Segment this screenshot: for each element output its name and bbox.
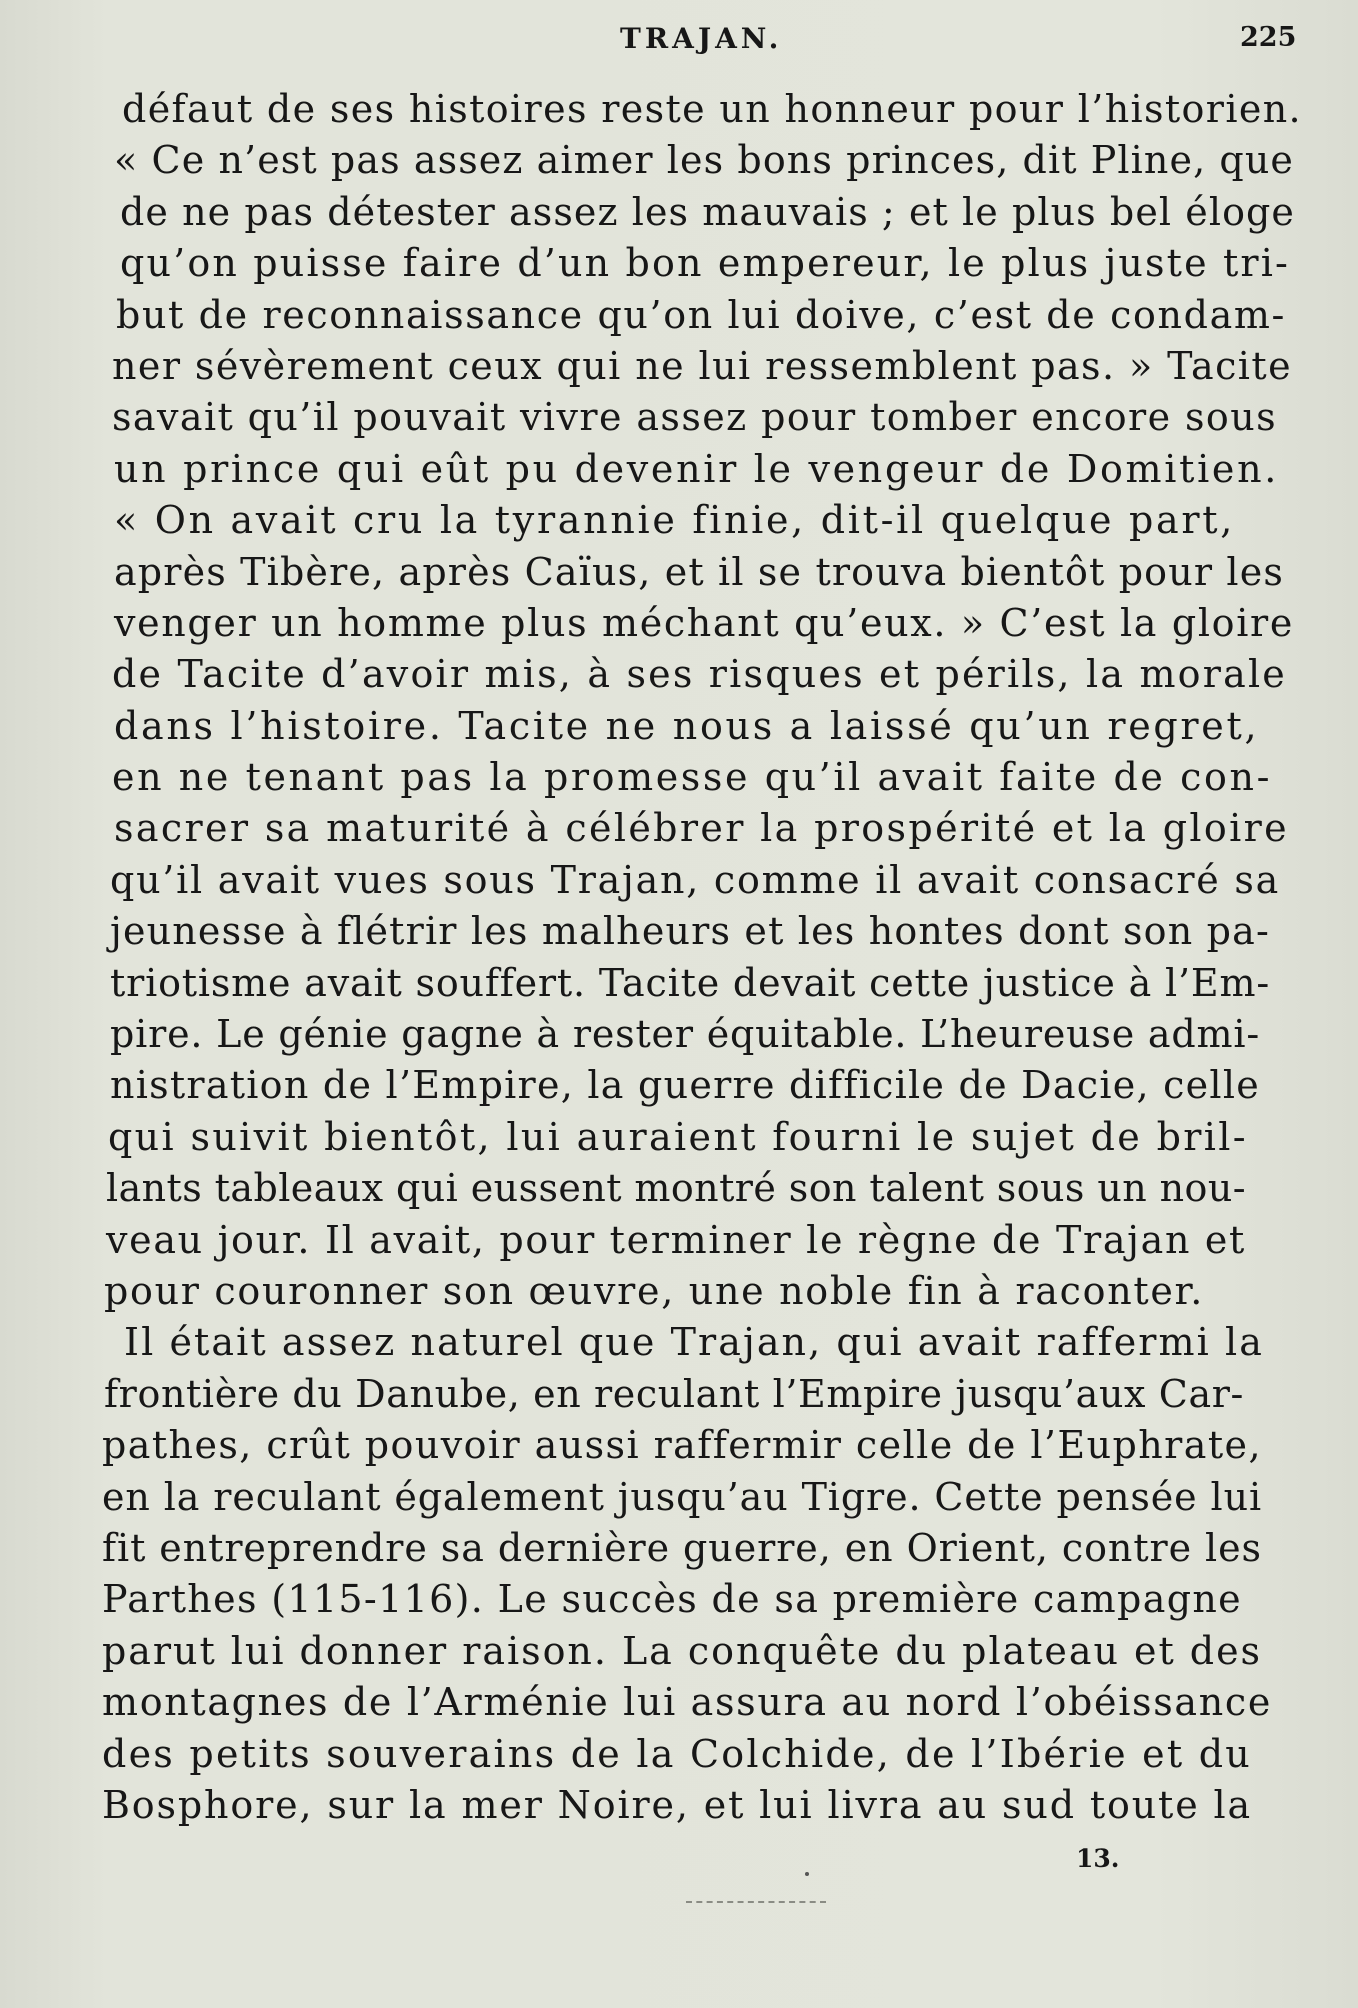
text-line: « On avait cru la tyrannie finie, dit-il quelque part,	[114, 498, 1235, 543]
text-line: dans l’histoire. Tacite ne nous a laissé qu’un regret,	[114, 703, 1260, 748]
text-line: Bosphore, sur la mer Noire, et lui livra au sud toute la	[102, 1782, 1252, 1827]
text-line: montagnes de l’Arménie lui assura au nord l’obéissance	[102, 1680, 1272, 1725]
text-line: pathes, crût pouvoir aussi raffermir celle de l’Euphrate,	[102, 1423, 1262, 1468]
ink-dot	[805, 1872, 809, 1876]
text-line: après Tibère, après Caïus, et il se trouva bientôt pour les	[114, 549, 1284, 594]
text-line: but de reconnaissance qu’on lui doive, c’est de condam-	[116, 292, 1286, 337]
text-line: qu’il avait vues sous Trajan, comme il avait consacré sa	[110, 857, 1280, 902]
running-head	[0, 22, 1358, 62]
text-line: en ne tenant pas la promesse qu’il avait faite de con-	[112, 755, 1272, 800]
running-title: TRAJAN.	[620, 22, 783, 55]
text-line: ner sévèrement ceux qui ne lui ressemblent pas. » Tacite	[112, 343, 1292, 388]
text-line: de Tacite d’avoir mis, à ses risques et périls, la morale	[112, 652, 1287, 697]
text-line: Parthes (115-116). Le succès de sa première campagne	[102, 1577, 1242, 1622]
text-line: pire. Le génie gagne à rester équitable. L’heureuse admi-	[110, 1012, 1260, 1057]
text-line: sacrer sa maturité à célébrer la prospérité et la gloire	[114, 806, 1289, 851]
body-text	[102, 84, 1302, 1831]
text-line: lants tableaux qui eussent montré son talent sous un nou-	[106, 1166, 1246, 1211]
text-line: un prince qui eût pu devenir le vengeur de Domitien.	[114, 446, 1279, 491]
text-line: parut lui donner raison. La conquête du plateau et des	[102, 1628, 1262, 1673]
text-line: triotisme avait souffert. Tacite devait cette justice à l’Em-	[110, 960, 1270, 1005]
page-number: 225	[1240, 22, 1297, 53]
text-line: veau jour. Il avait, pour terminer le règne de Trajan et	[106, 1217, 1246, 1262]
text-line: fit entreprendre sa dernière guerre, en Orient, contre les	[102, 1525, 1262, 1570]
text-line: défaut de ses histoires reste un honneur pour l’historien.	[122, 87, 1302, 131]
text-line: savait qu’il pouvait vivre assez pour tomber encore sous	[112, 395, 1277, 440]
text-line: qui suivit bientôt, lui auraient fourni le sujet de bril-	[108, 1114, 1248, 1159]
text-line: en la reculant également jusqu’au Tigre. Cette pensée lui	[102, 1474, 1262, 1519]
text-line: Il était assez naturel que Trajan, qui avait raffermi la	[124, 1320, 1264, 1365]
text-line: nistration de l’Empire, la guerre difficile de Dacie, celle	[110, 1063, 1260, 1108]
text-line: venger un homme plus méchant qu’eux. » C’est la gloire	[114, 600, 1294, 645]
text-line: des petits souverains de la Colchide, de l’Ibérie et du	[102, 1731, 1252, 1776]
text-line: pour couronner son œuvre, une noble fin à raconter.	[104, 1268, 1204, 1313]
text-line: de ne pas détester assez les mauvais ; et le plus bel éloge	[120, 189, 1295, 234]
text-line: « Ce n’est pas assez aimer les bons princes, dit Pline, que	[114, 138, 1294, 183]
footer-rule	[686, 1901, 826, 1903]
signature-mark: 13.	[1076, 1844, 1120, 1873]
text-line: jeunesse à flétrir les malheurs et les hontes dont son pa-	[110, 909, 1270, 954]
text-line: qu’on puisse faire d’un bon empereur, le plus juste tri-	[120, 241, 1290, 286]
text-line: frontière du Danube, en reculant l’Empire jusqu’aux Car-	[104, 1371, 1244, 1416]
